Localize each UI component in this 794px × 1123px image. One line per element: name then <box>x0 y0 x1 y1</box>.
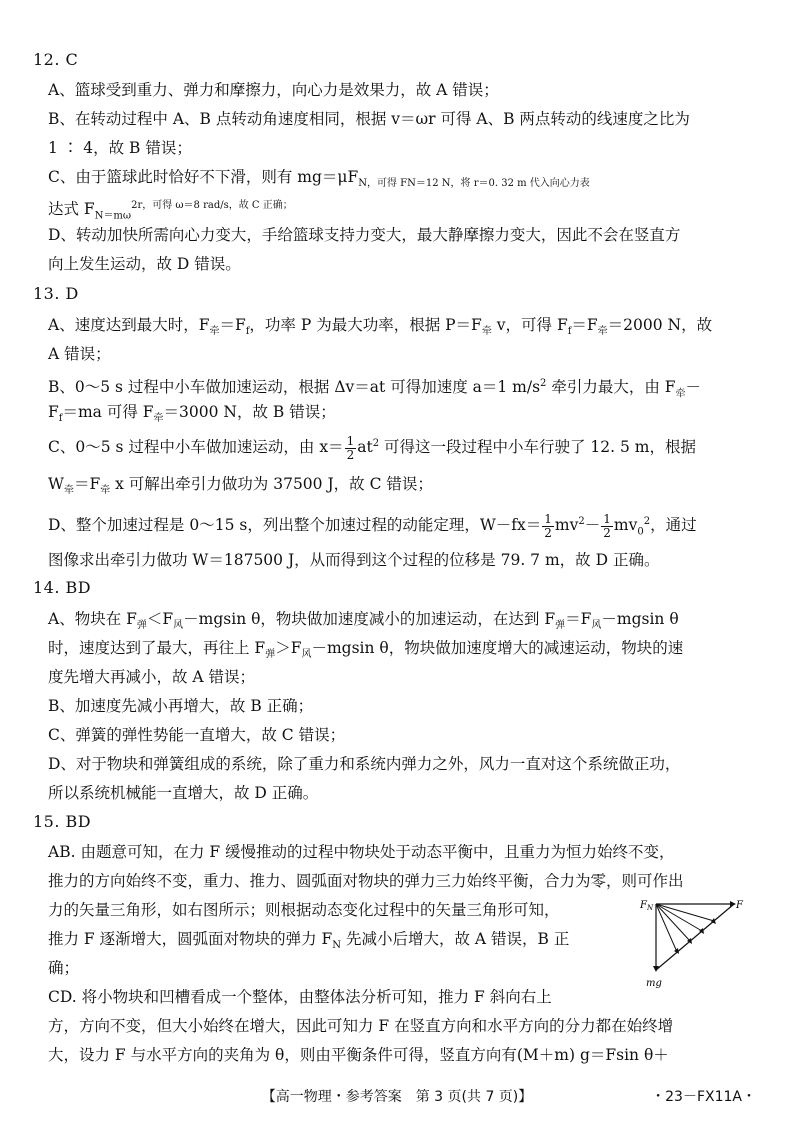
q12-head: 12. C <box>33 50 79 69</box>
q12-line-b2: 1 ∶ 4，故 B 错误； <box>48 139 192 157</box>
vector-triangle-diagram <box>638 894 758 994</box>
diagram-label-mg: mg <box>646 978 662 989</box>
footer-page-info: 【高一物理・参考答案 第 3 页(共 7 页)】 <box>261 1089 533 1105</box>
hypotenuse-line <box>656 904 734 970</box>
q15-line-8: 大，设力 F 与水平方向的夹角为 θ，则由平衡条件可得，竖直方向有(M＋m) g＝Fsin θ＋ <box>48 1046 669 1064</box>
q12-line-c1: C、由于篮球此时恰好不下滑，则有 $mg=\mu F_{N,可得 FN=12 N,将 r=0. 32 m 代入向心力表}$ <box>48 168 590 190</box>
q15-line-6: CD. 将小物块和凹槽看成一个整体，由整体法分析可知，推力 F 斜向右上 <box>48 988 552 1006</box>
normal-force-vector <box>656 904 677 952</box>
q12-line-d2: 向上发生运动，故 D 错误。 <box>48 255 241 273</box>
q13-line-c2: $W_牵=F_牵$ x 可解出牵引力做功为 37500 J，故 C 错误； <box>48 475 433 497</box>
diagram-label-fn: $F_N$ <box>640 900 654 912</box>
q14-line-d2: 所以系统机械能一直增大，故 D 正确。 <box>48 784 319 802</box>
q14-head: 14. BD <box>33 578 92 597</box>
q15-line-3: 力的矢量三角形，如右图所示；则根据动态变化过程中的矢量三角形可知， <box>48 901 560 919</box>
q13-head: 13. D <box>33 284 79 303</box>
q12-line-d1: D、转动加快所需向心力变大，手给篮球支持力变大，最大静摩擦力变大，因此不会在竖直方 <box>48 226 681 244</box>
q14-line-a3: 度先增大再减小，故 A 错误； <box>48 668 256 686</box>
q13-line-a2: A 错误； <box>48 345 111 363</box>
q15-line-7: 方，方向不变，但大小始终在增大，因此可知力 F 在竖直方向和水平方向的分力都在始终增 <box>48 1017 674 1035</box>
q13-line-a1: A、速度达到最大时，$F_牵=F_f$，功率 P 为最大功率，根据 $P=F_牵$ v，可得 $F_f=F_牵=2000$ N，故 <box>48 316 713 338</box>
q14-line-a1: A、物块在 $F_弹<F_风-mgsin$ θ，物块做加速度减小的加速运动，在达到 $F_弹=F_风-mgsin$ θ <box>48 610 679 632</box>
normal-force-vector <box>656 904 714 921</box>
q13-line-b1: B、0～5 s 过程中小车做加速运动，根据 Δv＝at 可得加速度 a＝1 $m/s^2$ 牵引力最大，由 $F_牵-$ <box>48 378 702 400</box>
normal-force-vector <box>656 904 690 941</box>
q15-line-2: 推力的方向始终不变，重力、推力、圆弧面对物块的弹力三力始终平衡，合力为零，则可作出 <box>48 872 684 890</box>
fraction: $\frac{1}{2}$ <box>346 433 355 462</box>
q12-line-a: A、篮球受到重力、弹力和摩擦力，向心力是效果力，故 A 错误； <box>48 81 499 99</box>
q14-line-c: C、弹簧的弹性势能一直增大，故 C 错误； <box>48 726 346 744</box>
q15-line-5: 确； <box>48 959 80 977</box>
q12-line-b1: B、在转动过程中 A、B 点转动角速度相同，根据 v＝ωr 可得 A、B 两点转动的线速度之比为 <box>48 110 690 128</box>
q15-line-4: 推力 F 逐渐增大，圆弧面对物块的弹力 $F_N$ 先减小后增大，故 A 错误，B 正 <box>48 930 570 952</box>
q14-line-d1: D、对于物块和弹簧组成的系统，除了重力和系统内弹力之外，风力一直对这个系统做正功， <box>48 755 681 773</box>
q13-line-d1: D、整个加速过程是 0～15 s，列出整个加速过程的动能定理，W－fx＝ $\frac{1}{2}$ $mv^2-$ $\frac{1}{2}$ $mv_0^2$，通过 <box>48 511 697 540</box>
q13-line-b2: $F_f=ma$ 可得 $F_牵=3000$ N，故 B 错误； <box>48 403 336 425</box>
q15-head: 15. BD <box>33 812 92 831</box>
q14-line-b: B、加速度先减小再增大，故 B 正确； <box>48 697 314 715</box>
fraction: $\frac{1}{2}$ <box>603 511 611 540</box>
fraction: $\frac{1}{2}$ <box>544 511 552 540</box>
footer-code: ・23－FX11A・ <box>651 1089 756 1105</box>
normal-force-vector <box>656 904 702 931</box>
q13-line-c1: C、0～5 s 过程中小车做加速运动，由 x＝ $\frac{1}{2}$ $at^2$ 可得这一段过程中小车行驶了 12. 5 m，根据 <box>48 433 696 462</box>
q12-line-c2: 达式 $F_{N=m\omega}^{2r,可得 \omega=8 rad/s,故 C 正确;}$ <box>48 200 293 222</box>
q13-line-d2: 图像求出牵引力做功 W＝187500 J，从而得到这个过程的位移是 79. 7 m，故 D 正确。 <box>48 551 660 569</box>
q14-line-a2: 时，速度达到了最大，再往上 $F_弹>F_风-mgsin$ θ，物块做加速度增大的减速运动，物块的速 <box>48 639 684 661</box>
diagram-label-f: F <box>736 900 743 911</box>
q15-line-1: AB. 由题意可知，在力 F 缓慢推动的过程中物块处于动态平衡中，且重力为恒力始终不变， <box>48 843 675 861</box>
